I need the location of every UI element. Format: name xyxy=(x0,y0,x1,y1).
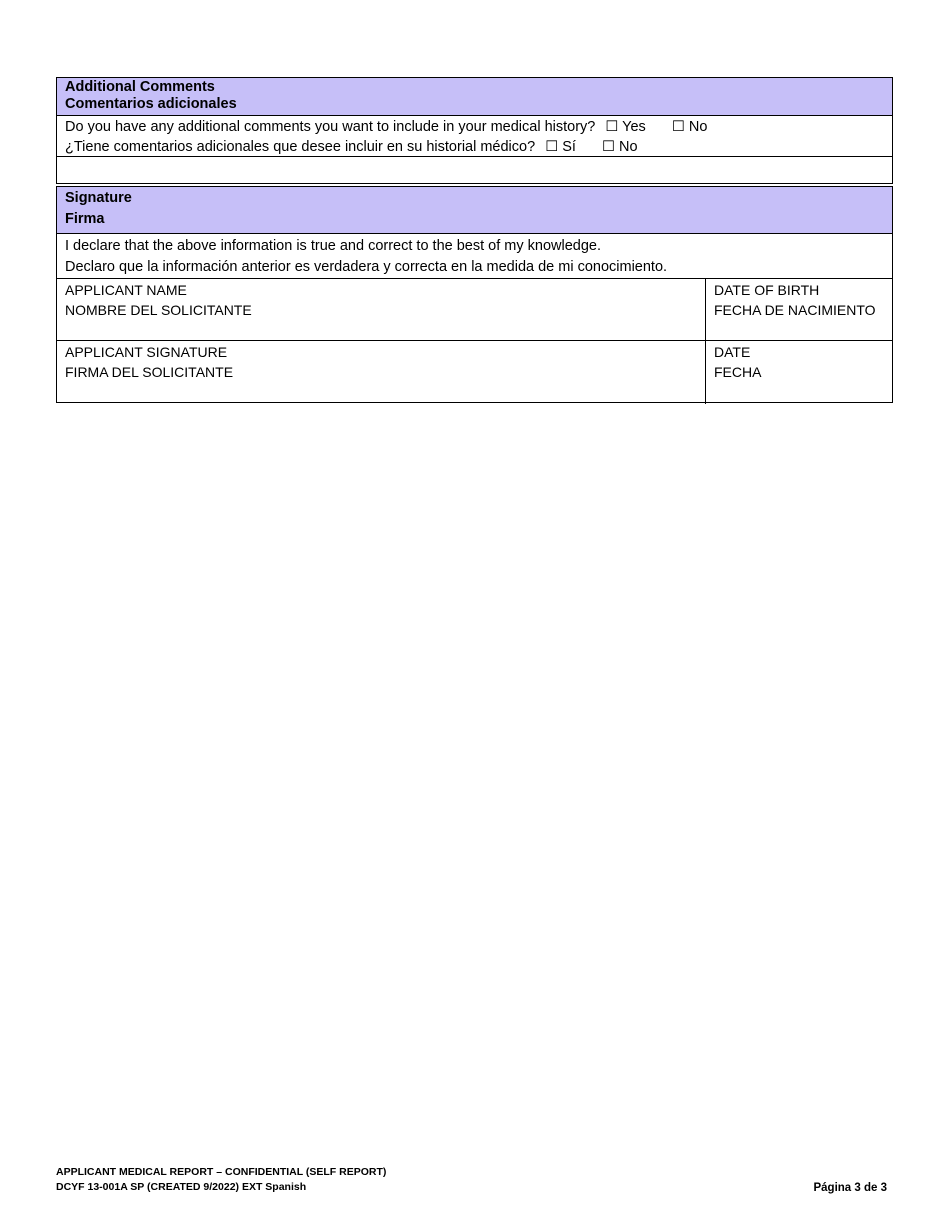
additional-comments-section xyxy=(56,77,893,184)
signature-header xyxy=(57,187,892,234)
no-label-en: No xyxy=(688,119,708,135)
comments-text-field[interactable] xyxy=(57,156,892,184)
signature-title-en: Signature xyxy=(65,190,132,206)
yes-checkbox-es[interactable]: ☐ xyxy=(545,139,559,155)
additional-comments-title-en: Additional Comments xyxy=(65,79,215,95)
date-of-birth-label-es: FECHA DE NACIMIENTO xyxy=(714,301,876,318)
applicant-name-label-es: NOMBRE DEL SOLICITANTE xyxy=(65,301,252,318)
yes-label-es: Sí xyxy=(562,139,576,155)
additional-comments-title-es: Comentarios adicionales xyxy=(65,96,237,112)
no-checkbox-en[interactable]: ☐ xyxy=(671,119,685,135)
applicant-name-field[interactable] xyxy=(57,279,706,340)
date-of-birth-label-en: DATE OF BIRTH xyxy=(714,282,820,298)
additional-comments-header xyxy=(57,78,892,116)
footer-form-info xyxy=(56,1165,386,1195)
date-field[interactable] xyxy=(706,341,892,404)
footer-form-title: APPLICANT MEDICAL REPORT – CONFIDENTIAL (SELF REPORT) xyxy=(56,1166,387,1178)
date-label-es: FECHA xyxy=(714,363,762,380)
declaration-en: I declare that the above information is true and correct to the best of my knowledge. xyxy=(65,238,601,254)
date-label-en: DATE xyxy=(714,344,751,360)
declaration-es: Declaro que la información anterior es verdadera y correcta en la medida de mi conocimiento. xyxy=(65,258,668,275)
footer-form-number: DCYF 13-001A SP (CREATED 9/2022) EXT Spanish xyxy=(56,1181,307,1193)
applicant-signature-field[interactable] xyxy=(57,341,706,404)
comments-question-en-row xyxy=(65,117,884,137)
applicant-signature-row xyxy=(57,340,892,404)
yes-checkbox-en[interactable]: ☐ xyxy=(605,119,619,135)
no-label-es: No xyxy=(619,139,638,155)
applicant-signature-label-en: APPLICANT SIGNATURE xyxy=(65,344,228,360)
applicant-name-row xyxy=(57,278,892,340)
applicant-name-label-en: APPLICANT NAME xyxy=(65,282,187,298)
no-checkbox-es[interactable]: ☐ xyxy=(602,139,615,155)
date-of-birth-field[interactable] xyxy=(706,279,892,340)
footer-page-number: Página 3 de 3 xyxy=(813,1182,887,1194)
comments-question-es: ¿Tiene comentarios adicionales que desee incluir en su historial médico? xyxy=(65,139,536,155)
yes-label-en: Yes xyxy=(622,119,646,135)
comments-question-en: Do you have any additional comments you want to include in your medical history? xyxy=(65,119,596,135)
signature-title-es: Firma xyxy=(65,211,105,227)
signature-section xyxy=(56,186,893,403)
applicant-signature-label-es: FIRMA DEL SOLICITANTE xyxy=(65,363,234,380)
comments-question-es-row xyxy=(65,137,884,157)
